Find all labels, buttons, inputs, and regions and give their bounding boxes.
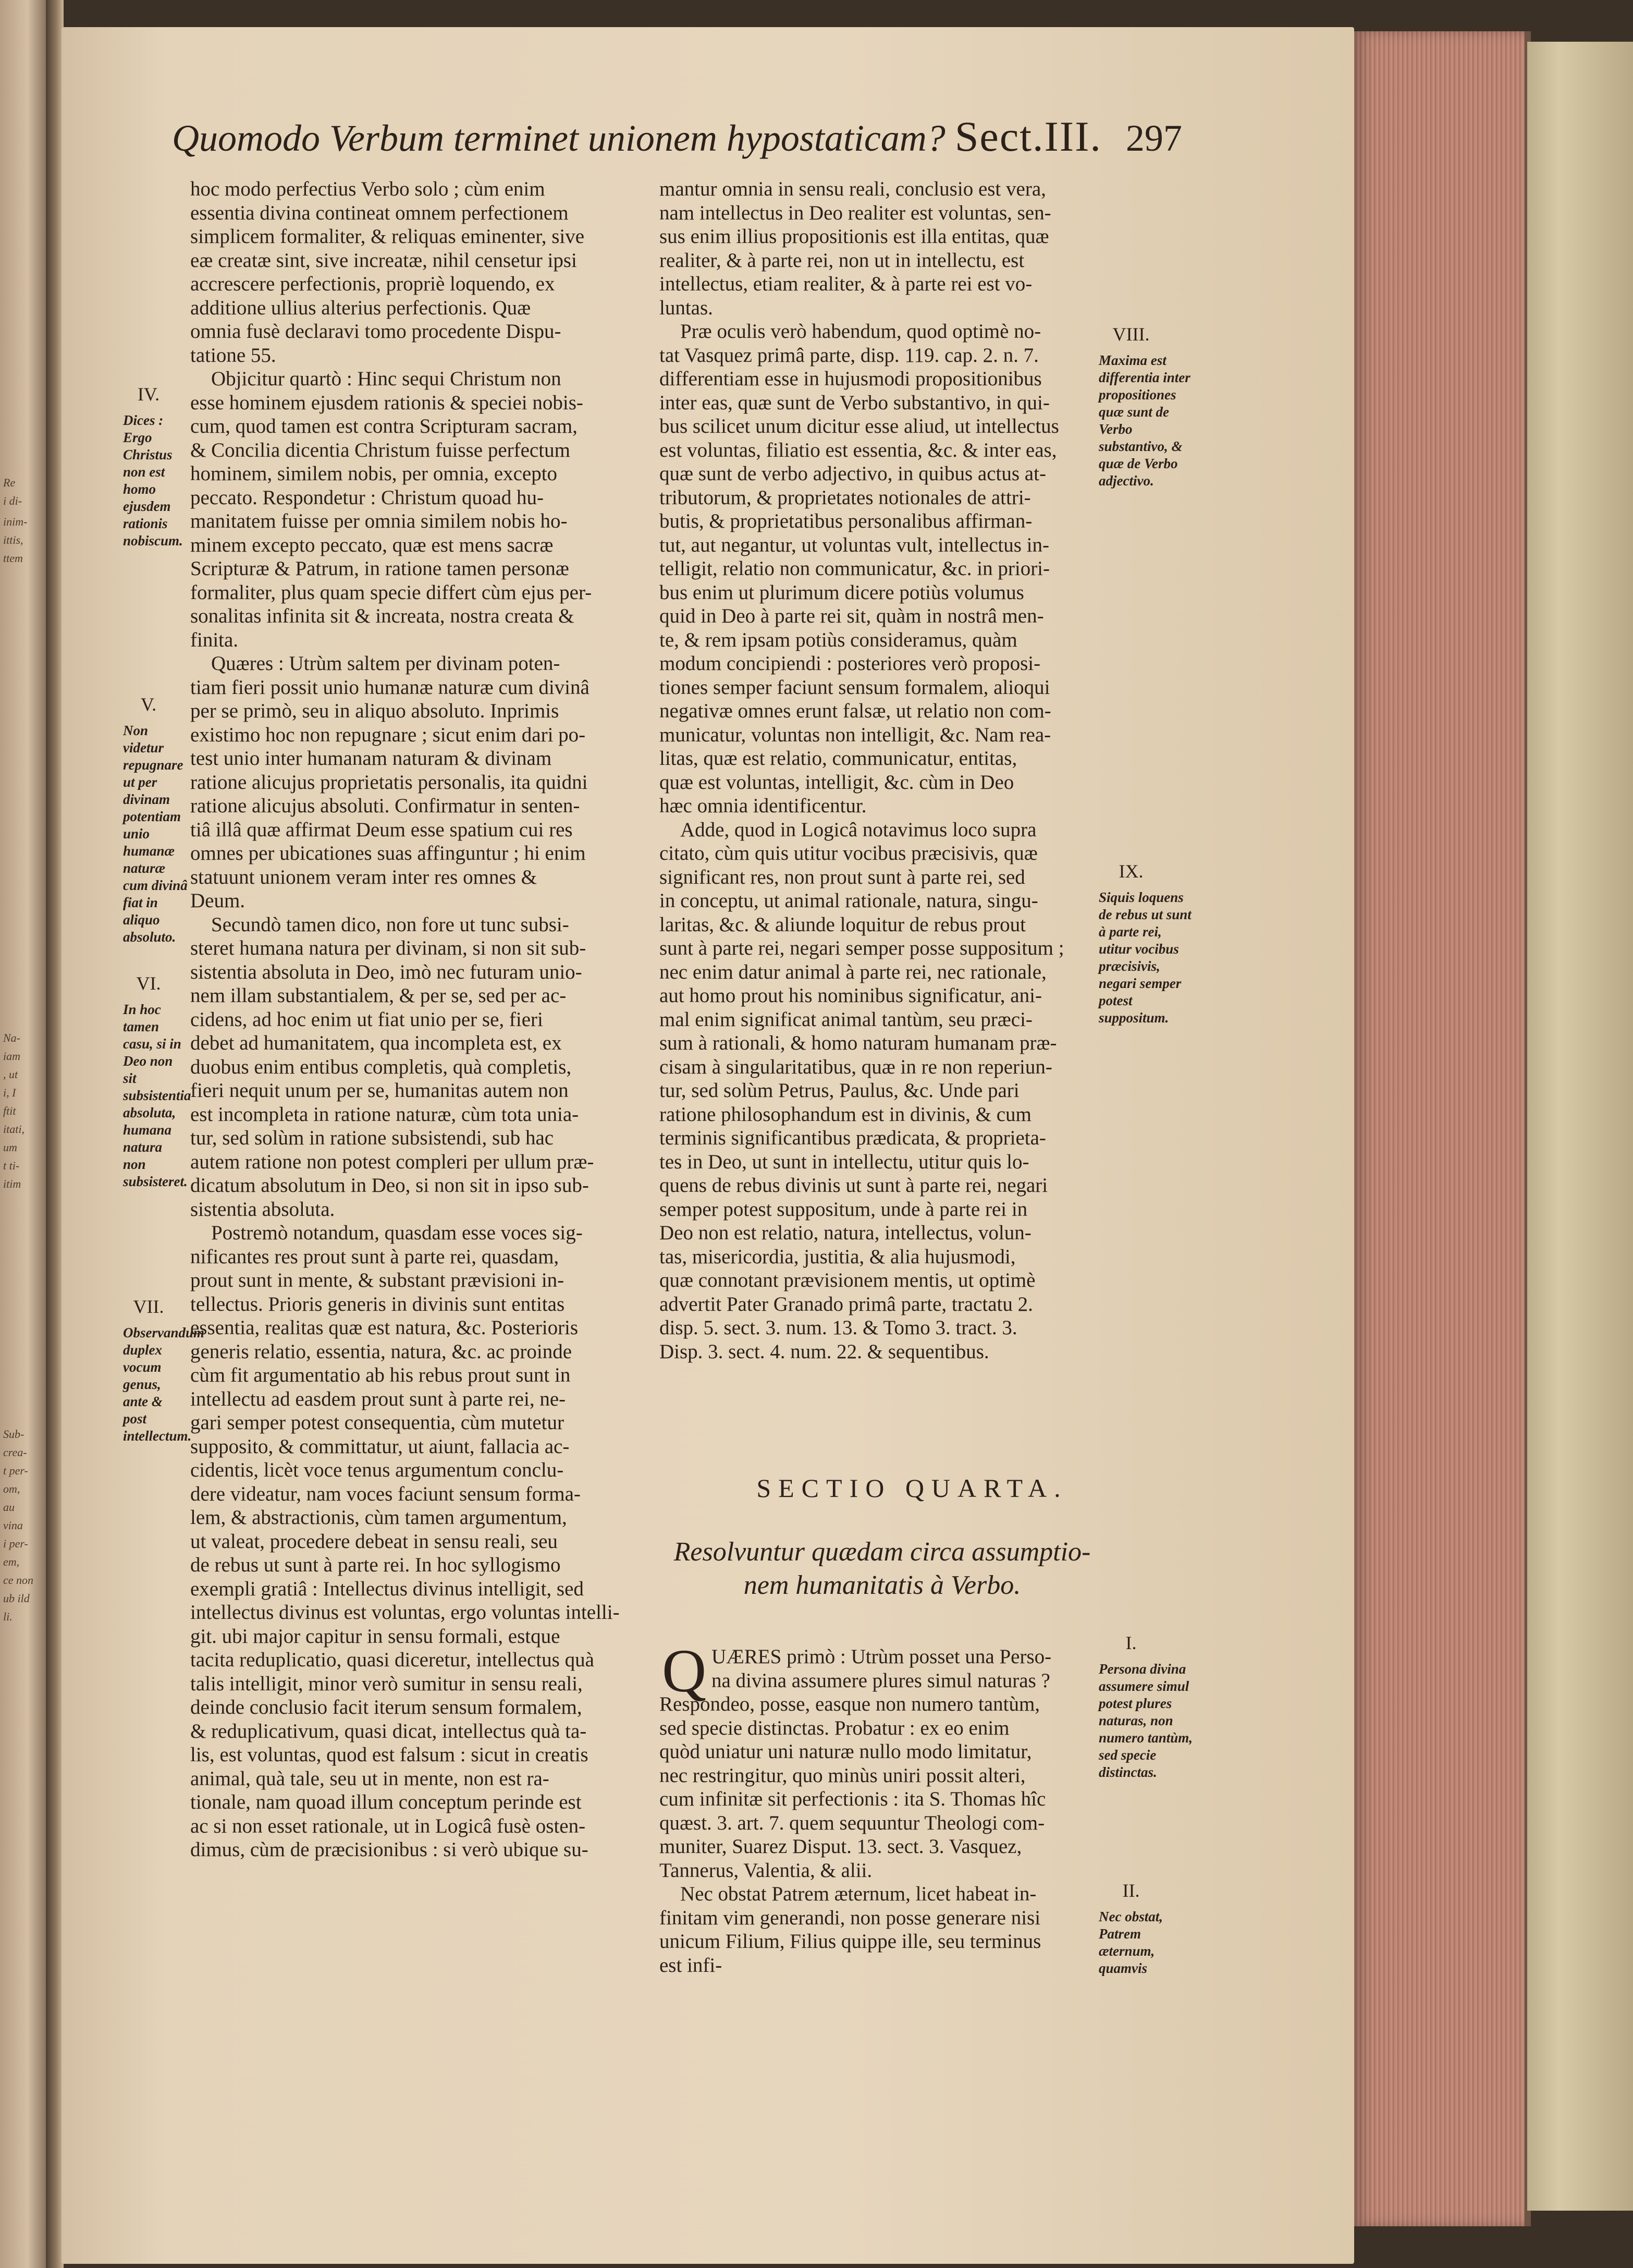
text-line: & Concilia dicentia Christum fuisse perfectum (190, 438, 570, 461)
text-line: omnia fusè declaravi tomo procedente Dispu- (190, 320, 561, 343)
marginal-number: VI. (136, 973, 161, 994)
facing-page-fragment: Re (3, 476, 16, 489)
running-header (172, 112, 1182, 169)
text-line: negativæ omnes erunt falsæ, ut relatio non com- (659, 700, 1051, 722)
text-line: ratione alicujus proprietatis personalis, ita quidni (190, 771, 588, 794)
marginal-number: V. (140, 694, 157, 715)
text-line: nam intellectus in Deo realiter est voluntas, sen- (659, 201, 1051, 224)
text-line: eæ creatæ sint, sive increatæ, nihil censetur ipsi (190, 249, 577, 272)
text-line: ut valeat, procedere debeat in sensu reali, seu (190, 1530, 558, 1553)
text-line: terminis significantibus prædicata, & proprieta- (659, 1127, 1046, 1149)
facing-page-edge (0, 0, 46, 2268)
text-line: finita. (190, 628, 239, 651)
text-line: animal, quà tale, seu ut in mente, non est ra- (190, 1767, 549, 1790)
facing-page-fragment: ce non (3, 1574, 34, 1587)
book-gutter (46, 0, 64, 2268)
text-line: Adde, quod in Logicâ notavimus loco supra (680, 818, 1037, 841)
facing-page-fragment: iam (3, 1050, 20, 1063)
text-line: fieri nequit unum per se, humanitas autem non (190, 1079, 569, 1102)
text-line: ratione philosophandum est in divinis, & cum (659, 1103, 1032, 1126)
marginal-number: I. (1125, 1632, 1137, 1653)
column-left (190, 177, 636, 1862)
facing-page-fragment: i per- (3, 1537, 28, 1550)
text-line: simplicem formaliter, & reliquas eminenter, sive (190, 225, 585, 248)
text-line: nec enim datur animal à parte rei, nec rationale, (659, 960, 1047, 983)
text-line: quæ est voluntas, intelligit, &c. cùm in Deo (659, 771, 1014, 794)
text-line: quid in Deo à parte rei sit, quàm in nostrâ men- (659, 605, 1044, 627)
facing-page-fragment: em, (3, 1555, 20, 1568)
text-line: est infi- (659, 1954, 722, 1977)
text-line: debet ad humanitatem, qua incompleta est, ex (190, 1032, 562, 1054)
text-line: nificantes res prout sunt à parte rei, quasdam, (190, 1245, 559, 1268)
text-line: sistentia absoluta in Deo, imò nec futuram unio- (190, 960, 582, 983)
column-right-top (659, 177, 1105, 1363)
text-line: ratione alicujus absoluti. Confirmatur in senten- (190, 795, 580, 817)
text-line: Secundò tamen dico, non fore ut tunc subsi- (211, 913, 569, 936)
text-line: gari semper potest consequentia, cùm mutetur (190, 1411, 564, 1434)
text-line: essentia divina contineat omnem perfectionem (190, 201, 569, 224)
text-line: intellectus, etiam realiter, & à parte rei est vo- (659, 273, 1033, 295)
text-line: sonalitas infinita sit & increata, nostra creata & (190, 605, 574, 627)
text-line: Disp. 3. sect. 4. num. 22. & sequentibus. (659, 1340, 989, 1363)
facing-page-fragment: , ut (3, 1068, 18, 1081)
text-line: dimus, cùm de præcisionibus : si verò ubique su- (190, 1838, 588, 1861)
text-line: Deum. (190, 889, 245, 912)
text-line: tes in Deo, ut sunt in intellectu, utitur quis lo- (659, 1150, 1029, 1173)
facing-page-fragment: itati, (3, 1123, 24, 1136)
text-line: test unio inter humanam naturam & divinam (190, 747, 552, 770)
text-line: bus enim ut plurimum dicere potiùs volumus (659, 581, 1024, 604)
text-line: ac si non esset rationale, ut in Logicâ fusè osten- (190, 1814, 586, 1837)
text-line: sunt à parte rei, negari semper posse suppositum ; (659, 937, 1064, 959)
drop-cap: Q (662, 1637, 707, 1705)
running-title: Quomodo Verbum terminet unionem hypostaticam? (172, 117, 946, 159)
text-line: te, & rem ipsam potiùs consideramus, quàm (659, 628, 1017, 651)
text-line: supposito, & committatur, ut aiunt, fallacia ac- (190, 1435, 570, 1458)
text-line: tatione 55. (190, 344, 276, 367)
facing-page-fragment: crea- (3, 1446, 27, 1459)
text-line: tiâ illâ quæ affirmat Deum esse spatium cui res (190, 818, 573, 841)
text-line: Scripturæ & Patrum, in ratione tamen personæ (190, 557, 569, 580)
facing-page-fragment: Na- (3, 1031, 20, 1044)
text-line: dicatum absolutum in Deo, si non sit in ipso sub- (190, 1174, 589, 1197)
text-line: deinde conclusio facit iterum sensum formalem, (190, 1696, 582, 1718)
text-line: accrescere perfectionis, propriè loquendo, ex (190, 273, 555, 295)
text-line: tas, misericordia, justitia, & alia hujusmodi, (659, 1245, 1016, 1268)
text-line: autem ratione non potest compleri per ullum præ- (190, 1150, 594, 1173)
text-line: esse hominem ejusdem rationis & speciei nobis- (190, 391, 583, 414)
text-line: mal enim significat animal tantùm, seu præci- (659, 1008, 1033, 1031)
text-line: advertit Pater Granado primâ parte, tractatu 2. (659, 1292, 1033, 1315)
text-line: tionale, nam quoad illum conceptum perinde est (190, 1791, 582, 1813)
marginal-note: Persona divina assumere simul potest plures naturas, non numero tantùm, sed specie distinctas. (1099, 1661, 1193, 1780)
text-line: per se primò, seu in aliquo absoluto. Inprimis (190, 700, 559, 722)
text-line: duobus enim entibus completis, quà completis, (190, 1055, 572, 1078)
text-line: de rebus ut sunt à parte rei. In hoc syllogismo (190, 1554, 561, 1576)
text-line: in conceptu, ut animal rationale, natura, singu- (659, 889, 1038, 912)
section-heading: SECTIO QUARTA. (756, 1473, 1068, 1503)
marginal-number: II. (1122, 1880, 1140, 1901)
text-line: prout sunt in mente, & substant prævisioni in- (190, 1269, 564, 1291)
text-line: lem, & abstractionis, cùm tamen argumentum, (190, 1506, 567, 1529)
text-line: minem excepto peccato, quæ est mens sacræ (190, 533, 554, 556)
text-line: realiter, & à parte rei, non ut in intellectu, est (659, 249, 1025, 272)
text-line: tat Vasquez primâ parte, disp. 119. cap. 2. n. 7. (659, 344, 1039, 367)
text-line: quæ sunt de verbo adjectivo, in quibus actus at- (659, 462, 1046, 485)
text-line: generis relatio, essentia, natura, &c. ac proinde (190, 1340, 572, 1363)
marginal-note: Maxima est differentia inter propositiones quæ sunt de Verbo substantivo, & quæ de Verbo adjectivo. (1099, 352, 1190, 489)
text-line: sed specie distinctas. Probatur : ex eo enim (659, 1716, 1010, 1739)
text-line: inter eas, quæ sunt de Verbo substantivo, in qui- (659, 391, 1050, 414)
text-line: intellectus divinus est voluntas, ergo voluntas intelli- (190, 1601, 620, 1624)
text-line: tiones semper faciunt sensum formalem, alioqui (659, 676, 1050, 699)
text-line: hominem, similem nobis, per omnia, excepto (190, 462, 558, 485)
marginal-note: Observandum duplex vocum genus, ante & post intellectum. (123, 1325, 205, 1444)
text-line: Postremò notandum, quasdam esse voces sig- (211, 1222, 583, 1244)
text-line: citato, cùm quis utitur vocibus præcisivis, quæ (659, 842, 1038, 864)
text-line: peccato. Respondetur : Christum quoad hu- (190, 486, 544, 509)
text-line: laritas, &c. & aliunde loquitur de rebus prout (659, 913, 1026, 936)
marginal-number: VII. (133, 1296, 164, 1317)
section-label: Sect.III. (954, 113, 1102, 160)
text-line: manitatem fuisse per omnia similem nobis ho- (190, 510, 568, 532)
text-line: quæ connotant prævisionem mentis, ut optimè (659, 1269, 1036, 1291)
facing-page-fragment: li. (3, 1610, 13, 1623)
text-line: mantur omnia in sensu reali, conclusio est vera, (659, 178, 1046, 200)
facing-page-fragment: au (3, 1501, 15, 1514)
text-line: formaliter, plus quam specie differt cùm ejus per- (190, 581, 592, 604)
text-line: cidens, ad hoc enim ut fiat unio per se, fieri (190, 1008, 543, 1031)
text-line: lis, est voluntas, quod est falsum : sicut in creatis (190, 1743, 588, 1766)
text-line: talis intelligit, minor verò sumitur in sensu reali, (190, 1672, 583, 1695)
text-line: statuunt unionem veram inter res omnes & (190, 865, 537, 888)
marginal-number: IX. (1119, 861, 1144, 882)
book-cover-edge (1527, 42, 1633, 2211)
text-line: sum à rationali, & homo naturam humanam præ- (659, 1032, 1057, 1054)
text-line: additione ullius alterius perfectionis. Quæ (190, 296, 531, 319)
facing-page-fragment: t ti- (3, 1159, 20, 1172)
facing-page-fragment: inim- (3, 515, 28, 528)
text-line: na divina assumere plures simul naturas ? (711, 1669, 1050, 1692)
text-line: Quæres : Utrùm saltem per divinam poten- (211, 652, 560, 675)
marginal-note: In hoc tamen casu, si in Deo non sit subsistentia absoluta, humana natura non subsisteret. (123, 1002, 191, 1189)
text-line: & reduplicativum, quasi dicat, intellectus quà ta- (190, 1720, 587, 1742)
text-line: cum infinitæ sit perfectionis : ita S. Thomas hîc (659, 1788, 1046, 1810)
marginal-note: Siquis loquens de rebus ut sunt à parte rei, utitur vocibus præcisivis, negari semper potest suppositum. (1099, 889, 1192, 1026)
text-line: semper potest suppositum, unde à parte rei in (659, 1198, 1028, 1221)
text-line: telligit, relatio non communicatur, &c. in priori- (659, 557, 1050, 580)
text-line: sistentia absoluta. (190, 1198, 335, 1221)
text-line: steret humana natura per divinam, si non sit sub- (190, 937, 586, 959)
facing-page-fragment: Sub- (3, 1428, 24, 1441)
text-line: luntas. (659, 296, 713, 319)
text-line: significant res, non prout sunt à parte rei, sed (659, 865, 1025, 888)
text-line: Respondeo, posse, easque non numero tantùm, (659, 1693, 1040, 1715)
facing-page-fragment: i di- (3, 494, 22, 507)
text-line: differentiam esse in hujusmodi propositionibus (659, 368, 1042, 390)
text-line: cùm fit argumentatio ab his rebus prout sunt in (190, 1364, 571, 1386)
text-line: quæst. 3. art. 7. quem sequuntur Theologi com- (659, 1811, 1045, 1834)
text-line: Præ oculis verò habendum, quod optimè no- (680, 320, 1041, 343)
text-line: git. ubi major capitur in sensu formali, estque (190, 1625, 560, 1648)
text-line: bus scilicet unum dicitur esse aliud, ut intellectus (659, 415, 1059, 437)
text-line: tiam fieri possit unio humanæ naturæ cum divinâ (190, 676, 590, 699)
facing-page-fragment: ub ild (3, 1592, 30, 1605)
text-line: sus enim illius propositionis est illa entitas, quæ (659, 225, 1049, 248)
fore-edge (1353, 31, 1530, 2226)
facing-page-fragment: itim (3, 1177, 21, 1190)
marginal-number: IV. (137, 384, 160, 405)
text-line: quens de rebus divinis ut sunt à parte rei, negari (659, 1174, 1048, 1197)
marginal-number: VIII. (1112, 324, 1150, 345)
text-line: cidentis, licèt voce tenus argumentum conclu- (190, 1459, 564, 1481)
text-line: omnes per ubicationes suas affinguntur ; hi enim (190, 842, 586, 864)
text-line: intellectu ad easdem prout sunt à parte rei, ne- (190, 1387, 566, 1410)
text-line: tur, sed solùm Petrus, Paulus, &c. Unde pari (659, 1079, 1020, 1102)
text-line: nem illam substantialem, & per se, sed per ac- (190, 984, 567, 1007)
facing-page-fragment: vina (3, 1519, 23, 1532)
section-subtitle-line: nem humanitatis à Verbo. (743, 1570, 1021, 1600)
text-line: exempli gratiâ : Intellectus divinus intelligit, sed (190, 1577, 584, 1600)
text-line: aut homo prout his nominibus significatur, ani- (659, 984, 1042, 1007)
text-line: nec restringitur, quo minùs uniri possit alteri, (659, 1764, 1026, 1787)
text-line: tellectus. Prioris generis in divinis sunt entitas (190, 1292, 565, 1315)
text-line: hæc omnia identificentur. (659, 795, 867, 817)
facing-page-fragment: um (3, 1141, 17, 1154)
text-line: est voluntas, filiatio est essentia, &c. & inter eas, (659, 438, 1057, 461)
marginal-note: Dices : Ergo Christus non est homo ejusdem rationis nobiscum. (123, 412, 183, 548)
facing-page-fragment: i, I (3, 1086, 16, 1099)
page-number: 297 (1125, 117, 1182, 159)
column-right-bottom (659, 1645, 1105, 1977)
facing-page-fragment: t per- (3, 1464, 28, 1477)
facing-page-fragment: ttem (3, 552, 23, 565)
text-line: tacita reduplicatio, quasi diceretur, intellectus quà (190, 1649, 594, 1671)
marginal-note: Non videtur repugnare ut per divinam potentiam unio humanæ naturæ cum divinâ fiat in aliquo absoluto. (123, 723, 188, 945)
text-line: Nec obstat Patrem æternum, licet habeat in- (680, 1883, 1037, 1905)
text-line: municatur, voluntas non intelligit, &c. Nam rea- (659, 723, 1051, 746)
text-line: Objicitur quartò : Hinc sequi Christum non (211, 368, 561, 390)
text-line: cum, quod tamen est contra Scripturam sacram, (190, 415, 578, 437)
text-line: butis, & proprietatibus personalibus affirman- (659, 510, 1033, 532)
text-line: cisam à singularitatibus, quæ in re non reperiun- (659, 1055, 1052, 1078)
text-line: dere videatur, nam voces faciunt sensum forma- (190, 1482, 581, 1505)
text-line: UÆRES primò : Utrùm posset una Perso- (711, 1645, 1052, 1668)
section-subtitle-line: Resolvuntur quædam circa assumptio- (673, 1537, 1091, 1567)
text-line: disp. 5. sect. 3. num. 13. & Tomo 3. tract. 3. (659, 1316, 1017, 1339)
facing-page-fragment: om, (3, 1482, 20, 1495)
section-subtitle (659, 1535, 1105, 1602)
text-line: essentia, realitas quæ est natura, &c. Posterioris (190, 1316, 579, 1339)
text-line: finitam vim generandi, non posse generare nisi (659, 1906, 1041, 1929)
text-line: muniter, Suarez Disput. 13. sect. 3. Vasquez, (659, 1835, 1022, 1858)
text-line: hoc modo perfectius Verbo solo ; cùm enim (190, 178, 545, 200)
text-line: tut, aut negantur, ut voluntas vult, intellectus in- (659, 533, 1049, 556)
text-line: Tannerus, Valentia, & alii. (659, 1859, 873, 1882)
text-line: est incompleta in ratione naturæ, cùm tota unia- (190, 1103, 579, 1126)
text-line: unicum Filium, Filius quippe ille, seu terminus (659, 1930, 1041, 1953)
text-line: quòd uniatur uni naturæ nullo modo limitatur, (659, 1740, 1032, 1763)
text-line: modum concipiendi : posteriores verò proposi- (659, 652, 1041, 675)
text-line: existimo hoc non repugnare ; sicut enim dari po- (190, 723, 586, 746)
marginal-note: Nec obstat, Patrem æternum, quamvis (1099, 1909, 1163, 1976)
text-line: tributorum, & proprietates notionales de attri- (659, 486, 1031, 509)
text-line: litas, quæ est relatio, communicatur, entitas, (659, 747, 1017, 770)
facing-page-fragment: ittis, (3, 533, 23, 546)
text-line: tur, sed solùm in ratione subsistendi, sub hac (190, 1127, 554, 1149)
facing-page-fragment: ftit (3, 1104, 16, 1117)
text-line: Deo non est relatio, natura, intellectus, volun- (659, 1222, 1032, 1244)
